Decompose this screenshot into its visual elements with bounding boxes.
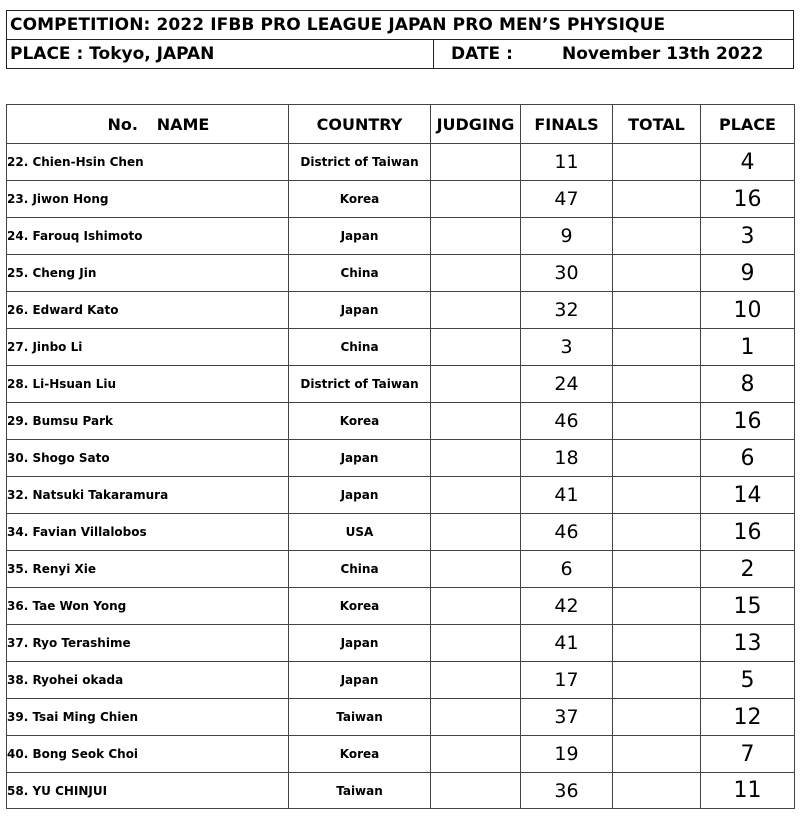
competitor-number: 38. xyxy=(7,673,29,687)
competitor-country: Japan xyxy=(289,292,431,329)
final-place: 5 xyxy=(701,662,795,699)
final-place: 16 xyxy=(701,403,795,440)
header-judging: JUDGING xyxy=(431,105,521,144)
competitor-number: 30. xyxy=(7,451,29,465)
table-row xyxy=(7,551,795,588)
total-score xyxy=(613,292,701,329)
competition-title: COMPETITION: 2022 IFBB PRO LEAGUE JAPAN PRO MEN’S PHYSIQUE xyxy=(10,15,666,35)
final-place: 8 xyxy=(701,366,795,403)
competitor-number: 24. xyxy=(7,229,29,243)
place-date-header xyxy=(6,39,794,69)
finals-score: 19 xyxy=(521,736,613,773)
finals-score: 47 xyxy=(521,181,613,218)
final-place: 3 xyxy=(701,218,795,255)
header-total: TOTAL xyxy=(613,105,701,144)
final-place: 12 xyxy=(701,699,795,736)
final-place: 15 xyxy=(701,588,795,625)
competitor-number: 36. xyxy=(7,599,29,613)
competitor-cell xyxy=(7,625,289,662)
table-row xyxy=(7,699,795,736)
total-score xyxy=(613,551,701,588)
competitor-name: Bumsu Park xyxy=(32,414,113,428)
competitor-cell xyxy=(7,440,289,477)
competitor-country: China xyxy=(289,551,431,588)
total-score xyxy=(613,699,701,736)
finals-score: 41 xyxy=(521,477,613,514)
finals-score: 3 xyxy=(521,329,613,366)
judging-score xyxy=(431,292,521,329)
judging-score xyxy=(431,403,521,440)
competitor-cell xyxy=(7,255,289,292)
table-row xyxy=(7,218,795,255)
table-row xyxy=(7,662,795,699)
header-no-name xyxy=(7,105,289,144)
table-row xyxy=(7,514,795,551)
competitor-country: Japan xyxy=(289,625,431,662)
table-row xyxy=(7,255,795,292)
final-place: 11 xyxy=(701,773,795,809)
competitor-country: Korea xyxy=(289,736,431,773)
final-place: 9 xyxy=(701,255,795,292)
competitor-country: Japan xyxy=(289,440,431,477)
competitor-country: District of Taiwan xyxy=(289,144,431,181)
table-row xyxy=(7,773,795,809)
place-label: PLACE : Tokyo, JAPAN xyxy=(10,44,215,64)
competitor-number: 35. xyxy=(7,562,29,576)
competitor-name: Cheng Jin xyxy=(32,266,97,280)
header-divider xyxy=(433,40,434,68)
competitor-cell xyxy=(7,181,289,218)
competitor-cell xyxy=(7,699,289,736)
competitor-country: Taiwan xyxy=(289,699,431,736)
final-place: 2 xyxy=(701,551,795,588)
table-row xyxy=(7,588,795,625)
finals-score: 17 xyxy=(521,662,613,699)
competitor-number: 23. xyxy=(7,192,29,206)
judging-score xyxy=(431,477,521,514)
total-score xyxy=(613,773,701,809)
competitor-number: 34. xyxy=(7,525,29,539)
total-score xyxy=(613,588,701,625)
table-row xyxy=(7,329,795,366)
total-score xyxy=(613,255,701,292)
date-value: November 13th 2022 xyxy=(562,44,764,64)
final-place: 7 xyxy=(701,736,795,773)
competitor-name: Shogo Sato xyxy=(32,451,110,465)
competition-header xyxy=(6,10,794,39)
finals-score: 9 xyxy=(521,218,613,255)
judging-score xyxy=(431,773,521,809)
competitor-name: Bong Seok Choi xyxy=(32,747,139,761)
competitor-number: 37. xyxy=(7,636,29,650)
table-row xyxy=(7,625,795,662)
table-row xyxy=(7,477,795,514)
judging-score xyxy=(431,699,521,736)
competitor-cell xyxy=(7,588,289,625)
table-row xyxy=(7,366,795,403)
competitor-name: Li-Hsuan Liu xyxy=(32,377,117,391)
competitor-cell xyxy=(7,477,289,514)
competitor-number: 40. xyxy=(7,747,29,761)
table-row xyxy=(7,144,795,181)
finals-score: 42 xyxy=(521,588,613,625)
competitor-cell xyxy=(7,366,289,403)
competitor-cell xyxy=(7,329,289,366)
judging-score xyxy=(431,736,521,773)
judging-score xyxy=(431,625,521,662)
total-score xyxy=(613,144,701,181)
judging-score xyxy=(431,181,521,218)
table-row xyxy=(7,292,795,329)
competitor-number: 26. xyxy=(7,303,29,317)
total-score xyxy=(613,366,701,403)
judging-score xyxy=(431,514,521,551)
judging-score xyxy=(431,366,521,403)
results-table xyxy=(6,104,795,809)
total-score xyxy=(613,514,701,551)
competitor-country: Taiwan xyxy=(289,773,431,809)
total-score xyxy=(613,477,701,514)
competitor-name: YU CHINJUI xyxy=(32,783,108,798)
final-place: 14 xyxy=(701,477,795,514)
total-score xyxy=(613,662,701,699)
finals-score: 37 xyxy=(521,699,613,736)
competitor-name: Renyi Xie xyxy=(32,562,96,576)
competitor-cell xyxy=(7,514,289,551)
finals-score: 46 xyxy=(521,403,613,440)
results-body xyxy=(7,144,795,809)
competitor-country: Japan xyxy=(289,218,431,255)
competitor-country: Japan xyxy=(289,662,431,699)
header-name: NAME xyxy=(156,114,210,134)
header-country: COUNTRY xyxy=(289,105,431,144)
competitor-number: 25. xyxy=(7,266,29,280)
competitor-name: Edward Kato xyxy=(32,303,119,317)
competitor-name: Farouq Ishimoto xyxy=(32,229,143,243)
table-row xyxy=(7,440,795,477)
competitor-name: Ryo Terashime xyxy=(32,636,131,650)
finals-score: 46 xyxy=(521,514,613,551)
finals-score: 41 xyxy=(521,625,613,662)
judging-score xyxy=(431,551,521,588)
competitor-cell xyxy=(7,292,289,329)
total-score xyxy=(613,181,701,218)
competitor-cell xyxy=(7,218,289,255)
header-place: PLACE xyxy=(701,105,795,144)
competitor-cell xyxy=(7,736,289,773)
finals-score: 18 xyxy=(521,440,613,477)
final-place: 4 xyxy=(701,144,795,181)
competitor-name: Chien-Hsin Chen xyxy=(32,155,144,169)
date-label: DATE : xyxy=(451,44,513,64)
competitor-country: Korea xyxy=(289,588,431,625)
final-place: 16 xyxy=(701,181,795,218)
table-header-row xyxy=(7,105,795,144)
competitor-cell xyxy=(7,144,289,181)
total-score xyxy=(613,736,701,773)
total-score xyxy=(613,403,701,440)
total-score xyxy=(613,329,701,366)
competitor-country: Korea xyxy=(289,181,431,218)
competitor-number: 58. xyxy=(7,783,29,798)
table-row xyxy=(7,403,795,440)
competitor-name: Jinbo Li xyxy=(32,340,83,354)
total-score xyxy=(613,625,701,662)
final-place: 10 xyxy=(701,292,795,329)
judging-score xyxy=(431,588,521,625)
competitor-country: Japan xyxy=(289,477,431,514)
total-score xyxy=(613,440,701,477)
competitor-number: 27. xyxy=(7,340,29,354)
final-place: 13 xyxy=(701,625,795,662)
header-no: No. xyxy=(107,114,138,134)
competitor-country: China xyxy=(289,329,431,366)
judging-score xyxy=(431,440,521,477)
competitor-name: Tae Won Yong xyxy=(32,599,127,613)
competitor-number: 39. xyxy=(7,710,29,724)
header-finals: FINALS xyxy=(521,105,613,144)
table-row xyxy=(7,181,795,218)
finals-score: 30 xyxy=(521,255,613,292)
final-place: 1 xyxy=(701,329,795,366)
competitor-country: USA xyxy=(289,514,431,551)
finals-score: 11 xyxy=(521,144,613,181)
competitor-name: Ryohei okada xyxy=(32,673,124,687)
competitor-country: Korea xyxy=(289,403,431,440)
competitor-country: China xyxy=(289,255,431,292)
competitor-cell xyxy=(7,662,289,699)
judging-score xyxy=(431,329,521,366)
competitor-name: Natsuki Takaramura xyxy=(32,488,169,502)
judging-score xyxy=(431,218,521,255)
final-place: 16 xyxy=(701,514,795,551)
finals-score: 36 xyxy=(521,773,613,809)
table-row xyxy=(7,736,795,773)
competitor-name: Tsai Ming Chien xyxy=(32,710,139,724)
judging-score xyxy=(431,144,521,181)
competitor-country: District of Taiwan xyxy=(289,366,431,403)
competitor-cell xyxy=(7,551,289,588)
competitor-name: Jiwon Hong xyxy=(32,192,109,206)
judging-score xyxy=(431,255,521,292)
competitor-cell xyxy=(7,773,289,809)
final-place: 6 xyxy=(701,440,795,477)
competitor-number: 32. xyxy=(7,488,29,502)
competitor-number: 29. xyxy=(7,414,29,428)
total-score xyxy=(613,218,701,255)
finals-score: 24 xyxy=(521,366,613,403)
finals-score: 6 xyxy=(521,551,613,588)
competitor-number: 22. xyxy=(7,155,29,169)
competitor-number: 28. xyxy=(7,377,29,391)
judging-score xyxy=(431,662,521,699)
finals-score: 32 xyxy=(521,292,613,329)
competitor-name: Favian Villalobos xyxy=(32,525,147,539)
competitor-cell xyxy=(7,403,289,440)
